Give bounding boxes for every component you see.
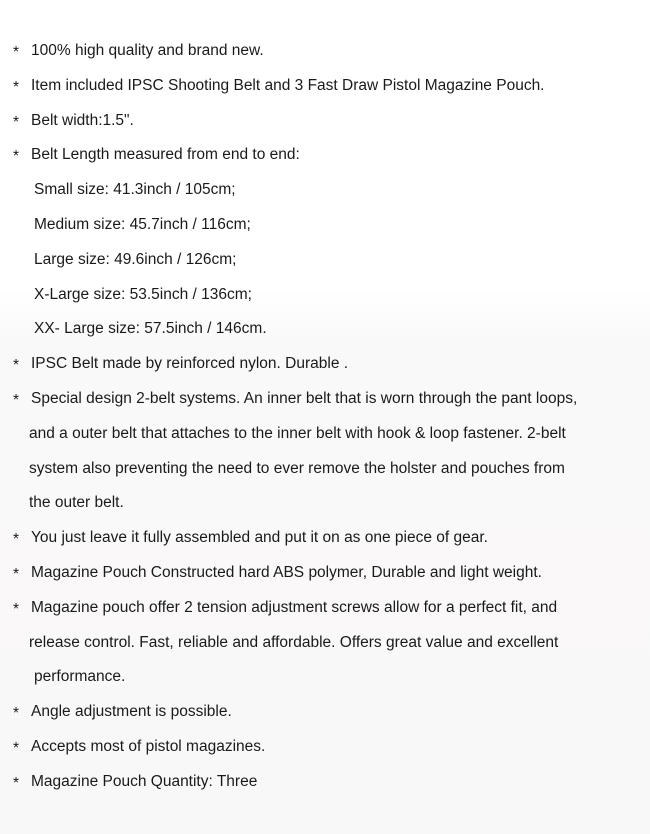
bullet-marker: * bbox=[13, 148, 20, 166]
list-item-continuation bbox=[0, 486, 650, 521]
size-item-text: Large size: 49.6inch / 126cm; bbox=[34, 250, 237, 268]
list-item bbox=[0, 730, 650, 765]
continuation-text: release control. Fast, reliable and affordable. Offers great value and excellent bbox=[29, 633, 559, 651]
list-item-continuation bbox=[0, 660, 650, 695]
bullet-marker: * bbox=[13, 565, 20, 583]
list-item bbox=[0, 521, 650, 556]
size-item-text: XX- Large size: 57.5inch / 146cm. bbox=[34, 320, 267, 338]
size-item-text: Medium size: 45.7inch / 116cm; bbox=[34, 215, 251, 233]
bullet-marker: * bbox=[13, 391, 20, 409]
size-item bbox=[0, 173, 650, 208]
continuation-text: performance. bbox=[34, 668, 126, 686]
list-item-text: Accepts most of pistol magazines. bbox=[31, 737, 266, 755]
list-item bbox=[0, 765, 650, 800]
list-item-text: Item included IPSC Shooting Belt and 3 Fast Draw Pistol Magazine Pouch. bbox=[31, 76, 545, 94]
bullet-marker: * bbox=[13, 774, 20, 792]
continuation-text: the outer belt. bbox=[29, 494, 124, 512]
size-item bbox=[0, 208, 650, 243]
list-item-text: Angle adjustment is possible. bbox=[31, 703, 232, 721]
list-item-text: You just leave it fully assembled and put it on as one piece of gear. bbox=[31, 529, 488, 547]
list-item bbox=[0, 556, 650, 591]
description-list bbox=[0, 34, 650, 800]
size-item-text: Small size: 41.3inch / 105cm; bbox=[34, 181, 236, 199]
list-item-text: Magazine Pouch Quantity: Three bbox=[31, 772, 258, 790]
list-item-continuation bbox=[0, 452, 650, 487]
list-item bbox=[0, 104, 650, 139]
list-item-text: Belt width:1.5". bbox=[31, 111, 134, 129]
list-item bbox=[0, 347, 650, 382]
list-item-continuation bbox=[0, 626, 650, 661]
bullet-marker: * bbox=[13, 600, 20, 618]
list-item-text: IPSC Belt made by reinforced nylon. Durable . bbox=[31, 355, 349, 373]
bullet-marker: * bbox=[13, 357, 20, 375]
list-item bbox=[0, 138, 650, 173]
list-item-text: Belt Length measured from end to end: bbox=[31, 146, 300, 164]
list-item-text: Special design 2-belt systems. An inner belt that is worn through the pant loops, bbox=[31, 389, 578, 407]
bullet-marker: * bbox=[13, 705, 20, 723]
size-item-text: X-Large size: 53.5inch / 136cm; bbox=[34, 285, 252, 303]
list-item bbox=[0, 34, 650, 69]
size-item bbox=[0, 278, 650, 313]
bullet-marker: * bbox=[13, 113, 20, 131]
bullet-marker: * bbox=[13, 739, 20, 757]
list-item-text: 100% high quality and brand new. bbox=[31, 42, 264, 59]
list-item bbox=[0, 695, 650, 730]
continuation-text: system also preventing the need to ever remove the holster and pouches from bbox=[29, 459, 565, 477]
list-item bbox=[0, 69, 650, 104]
size-item bbox=[0, 243, 650, 278]
list-item-text: Magazine Pouch Constructed hard ABS polymer, Durable and light weight. bbox=[31, 563, 542, 581]
list-item-continuation bbox=[0, 417, 650, 452]
continuation-text: and a outer belt that attaches to the inner belt with hook & loop fastener. 2-belt bbox=[29, 424, 566, 442]
list-item bbox=[0, 591, 650, 626]
bullet-marker: * bbox=[13, 78, 20, 96]
bullet-marker: * bbox=[13, 531, 20, 549]
bullet-marker: * bbox=[13, 44, 20, 61]
list-item-text: Magazine pouch offer 2 tension adjustment screws allow for a perfect fit, and bbox=[31, 598, 558, 616]
size-item bbox=[0, 312, 650, 347]
list-item bbox=[0, 382, 650, 417]
